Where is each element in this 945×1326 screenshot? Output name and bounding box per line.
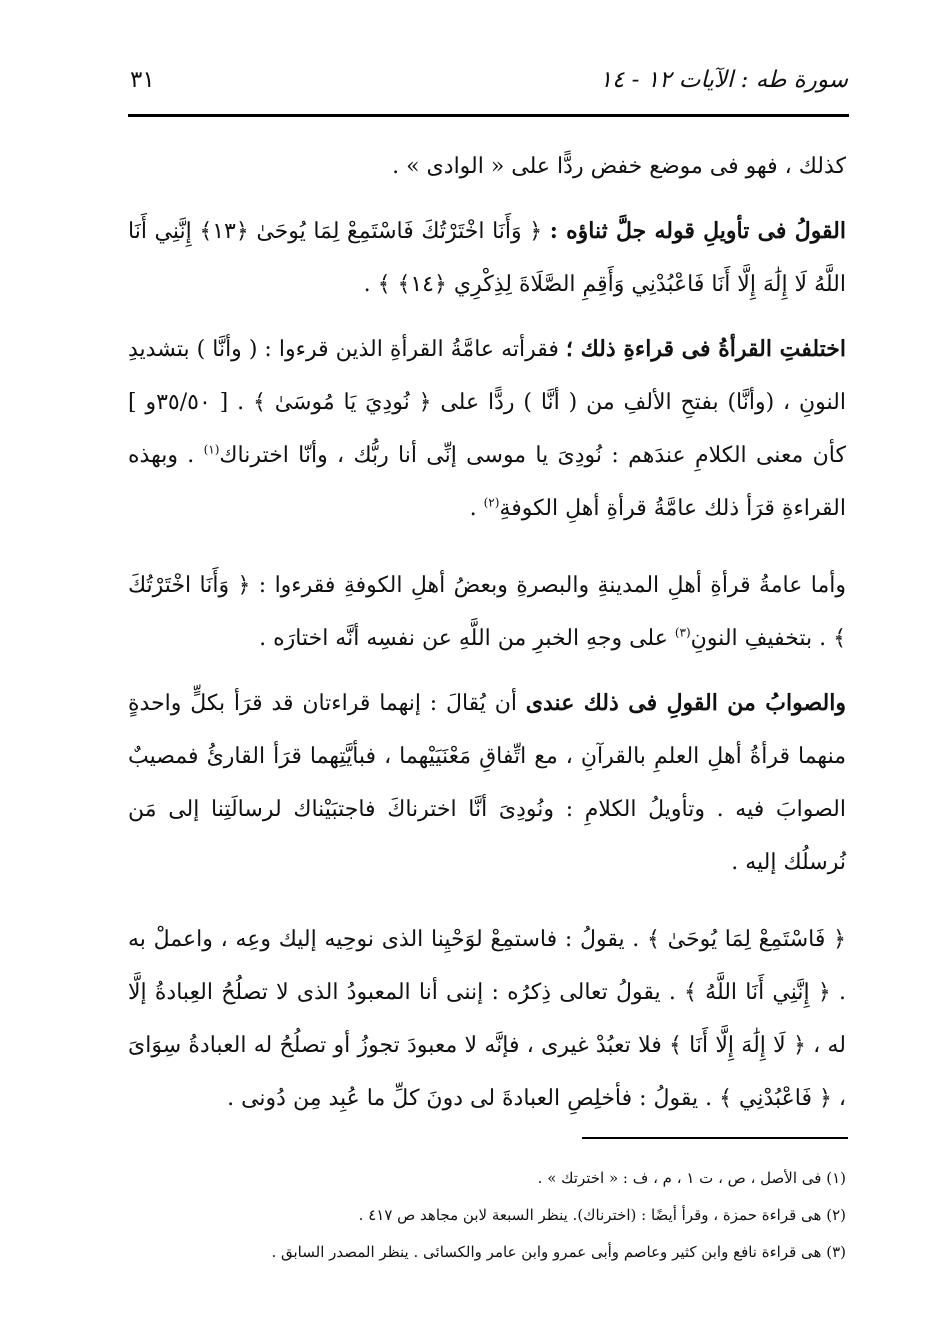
paragraph-4-text-2: على وجهِ الخبرِ من اللَّهِ عن نفسِه أنَّه اختارَه . bbox=[259, 626, 668, 651]
main-text bbox=[128, 140, 846, 1137]
paragraph-4-text-1: وأما عامةُ قرأةِ أهلِ المدينةِ والبصرةِ وبعضُ أهلِ الكوفةِ فقرءوا : ﴿ وَأَنَا اخْتَرْتُكَ ﴾ . بتخفيفِ النونِ bbox=[128, 573, 846, 651]
footnote-ref-3[interactable]: (٣) bbox=[674, 625, 691, 640]
paragraph-2 bbox=[128, 205, 846, 311]
paragraph-6 bbox=[128, 913, 846, 1125]
footnote-rule bbox=[582, 1137, 848, 1139]
paragraph-5-heading: والصوابُ من القولِ فى ذلك عندى bbox=[525, 690, 846, 716]
paragraph-3 bbox=[128, 323, 846, 535]
paragraph-5 bbox=[128, 677, 846, 889]
paragraph-2-heading: القولُ فى تأويلِ قوله جلَّ ثناؤه : bbox=[549, 218, 846, 244]
footnote-2: (٢) هى قراءة حمزة ، وقرأ أيضًا : (اخترناك). ينظر السبعة لابن مجاهد ص ٤١٧ . bbox=[358, 1206, 846, 1224]
paragraph-6-text: ﴿ فَاسْتَمِعْ لِمَا يُوحَىٰ ﴾ . يقولُ : فاستمِعْ لوَحْيِنا الذى نوحِيه إليك وعِه ، واعملْ به . ﴿ إِنَّنِي أَنَا اللَّهُ ﴾ . يقولُ تعالى ذِكرُه : إننى أنا المعبودُ الذى لا تصلُحُ العِبادةُ إلَّا له ، ﴿ لَا إِلَٰهَ إِلَّا أَنَا ﴾ فلا تعبُدْ غيرى ، فإنَّه لا معبودَ تجوزُ أو تصلُحُ له العبادةُ سِوَاىَ ، ﴿ فَاعْبُدْنِي ﴾ . يقولُ : فأخلِصِ العبادةَ لى دونَ كلِّ ما عُبِد مِن دُونى . bbox=[128, 927, 846, 1111]
footnote-ref-1[interactable]: (١) bbox=[203, 442, 220, 457]
header-rule bbox=[128, 114, 849, 117]
running-header bbox=[130, 58, 848, 102]
paragraph-3-text-2: . وبهذه القراءةِ قرَأ ذلك عامَّةُ قرأةِ أهلِ الكوفةِ bbox=[128, 443, 846, 521]
paragraph-3-end: . bbox=[469, 496, 477, 521]
paragraph-2-verse: ﴿ وَأَنَا اخْتَرْتُكَ فَاسْتَمِعْ لِمَا يُوحَىٰ ﴿١٣﴾ إِنَّنِي أَنَا اللَّهُ لَا إِلَٰهَ إِلَّا أَنَا فَاعْبُدْنِي وَأَقِمِ الصَّلَاةَ لِذِكْرِي ﴿١٤﴾ ﴾ . bbox=[128, 219, 846, 297]
header-title: سورة طه : الآيات ١٢ - ١٤ bbox=[599, 67, 848, 93]
paragraph-1 bbox=[128, 140, 846, 193]
footnote-1: (١) فى الأصل ، ص ، ت ١ ، م ، ف : « اخترتك » . bbox=[537, 1169, 846, 1187]
paragraph-4 bbox=[128, 559, 846, 665]
paragraph-3-heading: اختلفتِ القرأةُ فى قراءةِ ذلك ؛ bbox=[565, 336, 846, 362]
paragraph-3-text-1: فقرأته عامَّةُ القرأةِ الذين قرءوا : ( وأنَّا ) بتشديدِ النونِ ، (وأنَّا) بفتحِ الألفِ من ( أنَّا ) ردًّا على ﴿ نُودِيَ يَا مُوسَىٰ ﴾ . [ ٣٥/٥٠و ] كأن معنى الكلامِ عندَهم : نُودِىَ يا موسى إنِّى أنا ربُّك ، وأنّا اخترناك bbox=[128, 337, 846, 468]
paragraph-1-text: كذلك ، فهو فى موضع خفض ردًّا على « الوادى » . bbox=[392, 154, 846, 179]
footnotes bbox=[128, 1160, 846, 1271]
paragraph-5-text: أن يُقالَ : إنهما قراءتان قد قرَأ بكلٍّ واحدةٍ منهما قرأةُ أهلِ العلمِ بالقرآنِ ، مع اتِّفاقِ مَعْنَيَيْهما ، فبأيَّتِهما قرَأ القارئُ فمصيبٌ الصوابَ فيه . وتأويلُ الكلامِ : ونُودِىَ أنَّا اخترناكَ فاجتبَيْناك لرسالَتِنا إلى مَن نُرسلُك إليه . bbox=[128, 691, 847, 875]
footnote-3: (٣) هى قراءة نافع وابن كثير وعاصم وأبى عمرو وابن عامر والكسائى . ينظر المصدر السابق . bbox=[271, 1243, 846, 1261]
footnote-ref-2[interactable]: (٢) bbox=[483, 495, 500, 510]
page-number: ٣١ bbox=[130, 67, 155, 93]
